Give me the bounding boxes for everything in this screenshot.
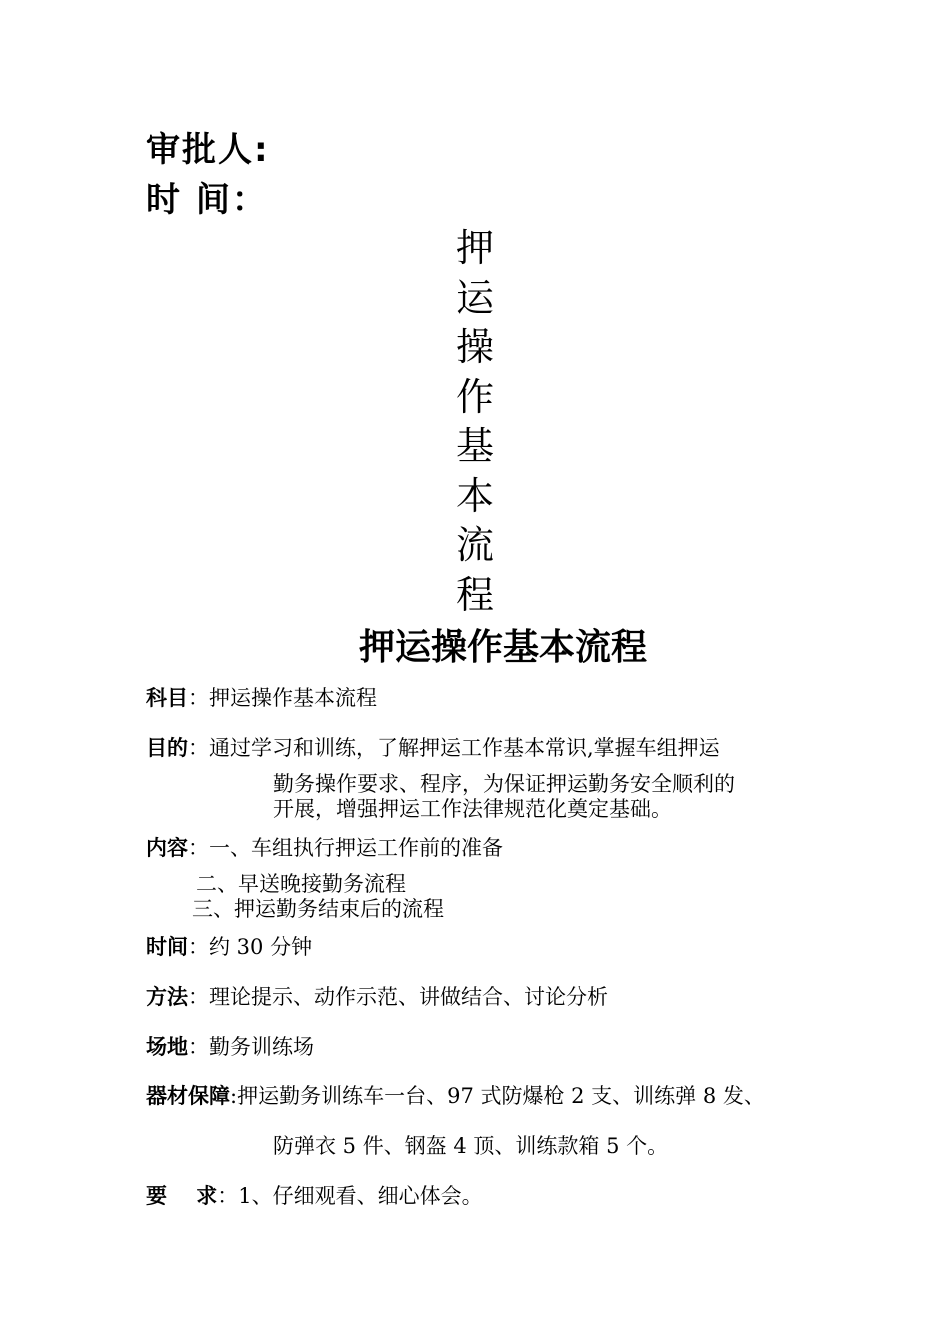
vertical-title-char: 操 <box>455 325 494 369</box>
venue-value: 勤务训练场 <box>209 1035 314 1059</box>
requirement-value: 1、仔细观看、细心体会。 <box>238 1184 483 1208</box>
content-sep: ： <box>188 836 209 860</box>
approver-label: 审批人: <box>146 130 270 170</box>
venue-row <box>146 1034 314 1060</box>
subject-label: 科目 <box>146 686 188 710</box>
vertical-title-char: 运 <box>455 275 494 320</box>
time-label: 时 间： <box>146 180 268 220</box>
vertical-title-char: 押 <box>455 226 494 270</box>
equipment-line: 押运勤务训练车一台、97 式防爆枪 2 支、训练弹 8 发、 <box>237 1084 765 1108</box>
subject-value: 押运操作基本流程 <box>209 686 377 710</box>
method-sep: ： <box>188 985 209 1009</box>
page-title: 押运操作基本流程 <box>358 627 647 668</box>
purpose-row <box>146 735 720 761</box>
vertical-title-char: 基 <box>455 424 494 468</box>
equipment-label: 器材保障 <box>146 1084 230 1108</box>
time-sep: ： <box>188 935 209 959</box>
subject-sep: ： <box>188 686 209 710</box>
method-row <box>146 984 608 1010</box>
purpose-label: 目的 <box>146 736 188 760</box>
time-value: 约 30 分钟 <box>209 935 313 959</box>
purpose-sep: ： <box>188 736 209 760</box>
vertical-title-char: 程 <box>455 572 494 617</box>
method-label: 方法 <box>146 985 188 1009</box>
time-field-label: 时间 <box>146 935 188 959</box>
vertical-title-char: 本 <box>455 473 494 518</box>
purpose-line: 开展，增强押运工作法律规范化奠定基础。 <box>273 797 672 821</box>
equipment-row <box>146 1083 765 1109</box>
venue-sep: ： <box>188 1035 209 1059</box>
time-row <box>146 934 312 960</box>
content-row <box>146 835 503 861</box>
purpose-line: 勤务操作要求、程序，为保证押运勤务安全顺利的 <box>273 772 735 796</box>
vertical-title-char: 作 <box>455 374 494 419</box>
content-label: 内容 <box>146 836 188 860</box>
requirement-label: 要 求 <box>146 1184 218 1208</box>
content-item: 三、押运勤务结束后的流程 <box>192 897 444 921</box>
content-item: 二、早送晚接勤务流程 <box>196 872 406 896</box>
requirement-sep: ： <box>217 1184 239 1208</box>
requirement-row <box>146 1183 483 1209</box>
purpose-line: 通过学习和训练，了解押运工作基本常识,掌握车组押运 <box>209 736 720 760</box>
subject-row <box>146 685 377 711</box>
venue-label: 场地 <box>146 1035 188 1059</box>
vertical-title-char: 流 <box>455 523 494 567</box>
equipment-line: 防弹衣 5 件、钢盔 4 顶、训练款箱 5 个。 <box>273 1134 669 1158</box>
equipment-sep: : <box>230 1084 238 1108</box>
method-value: 理论提示、动作示范、讲做结合、讨论分析 <box>209 985 608 1009</box>
vertical-title <box>450 224 500 620</box>
content-item: 一、车组执行押运工作前的准备 <box>209 836 503 860</box>
